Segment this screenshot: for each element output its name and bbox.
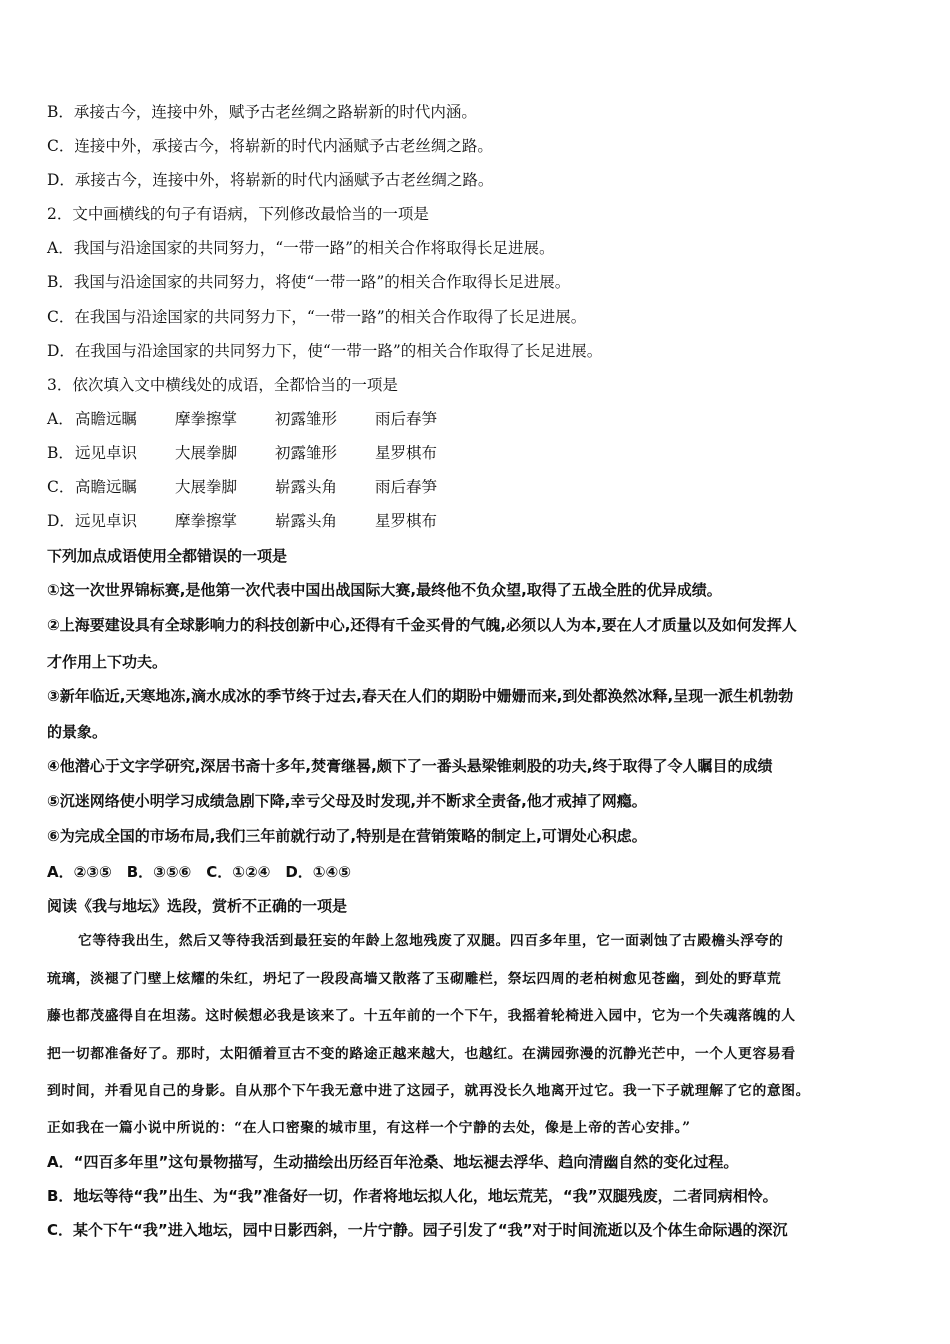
passage-line: 把一切都准备好了。那时，太阳循着亘古不变的路途正越来越大，也越红。在满园弥漫的沉静光芒中，一个人更容易看 bbox=[47, 1046, 796, 1062]
q2-option-a: A．我国与沿途国家的共同努力，“一带一路”的相关合作将取得长足进展。 bbox=[47, 239, 555, 257]
q4-sentence-2-cont: 才作用上下功夫。 bbox=[47, 653, 168, 671]
q5-option-b: B．地坛等待“我”出生、为“我”准备好一切，作者将地坛拟人化，地坛荒芜，“我”双腿残废，二者同病相怜。 bbox=[47, 1187, 778, 1205]
q4-sentence-1: ①这一次世界锦标赛,是他第一次代表中国出战国际大赛,最终他不负众望,取得了五战全胜的优异成绩。 bbox=[47, 581, 722, 599]
q3-option-a: A．高瞻远瞩 摩拳擦掌 初露雏形 雨后春笋 bbox=[47, 410, 438, 428]
q4-stem: 下列加点成语使用全都错误的一项是 bbox=[47, 547, 288, 565]
q5-option-a: A．“四百多年里”这句景物描写，生动描绘出历经百年沧桑、地坛褪去浮华、趋向清幽自然的变化过程。 bbox=[47, 1153, 739, 1171]
q2-option-c: C．在我国与沿途国家的共同努力下，“一带一路”的相关合作取得了长足进展。 bbox=[47, 308, 587, 326]
q2-option-d: D．在我国与沿途国家的共同努力下，使“一带一路”的相关合作取得了长足进展。 bbox=[47, 342, 603, 360]
q1-option-b: B．承接古今，连接中外，赋予古老丝绸之路崭新的时代内涵。 bbox=[47, 103, 477, 121]
passage-line: 它等待我出生，然后又等待我活到最狂妄的年龄上忽地残废了双腿。四百多年里，它一面剥蚀了古殿檐头浮夸的 bbox=[78, 933, 784, 949]
q4-sentence-6: ⑥为完成全国的市场布局,我们三年前就行动了,特别是在营销策略的制定上,可谓处心积虑。 bbox=[47, 827, 647, 845]
q4-options: A．②③⑤ B．③⑤⑥ C．①②④ D．①④⑤ bbox=[47, 863, 351, 881]
q2-option-b: B．我国与沿途国家的共同努力，将使“一带一路”的相关合作取得长足进展。 bbox=[47, 273, 571, 291]
q4-sentence-4: ④他潜心于文字学研究,深居书斋十多年,焚膏继晷,颇下了一番头悬梁锥刺股的功夫,终于取得了令人瞩目的成绩 bbox=[47, 757, 773, 775]
q3-option-d: D．远见卓识 摩拳擦掌 崭露头角 星罗棋布 bbox=[47, 512, 438, 530]
q4-sentence-2: ②上海要建设具有全球影响力的科技创新中心,还得有千金买骨的气魄,必须以人为本,要在人才质量以及如何发挥人 bbox=[47, 616, 797, 634]
q3-stem: 3．依次填入文中横线处的成语，全都恰当的一项是 bbox=[47, 376, 398, 394]
q1-option-c: C．连接中外，承接古今，将崭新的时代内涵赋予古老丝绸之路。 bbox=[47, 137, 493, 155]
passage-line: 琉璃，淡褪了门壁上炫耀的朱红，坍圮了一段段高墙又散落了玉砌雕栏，祭坛四周的老柏树愈见苍幽，到处的野草荒 bbox=[47, 971, 782, 987]
q1-option-d: D．承接古今，连接中外，将崭新的时代内涵赋予古老丝绸之路。 bbox=[47, 171, 494, 189]
passage-line: 正如我在一篇小说中所说的：“在人口密聚的城市里，有这样一个宁静的去处，像是上帝的苦心安排。” bbox=[47, 1120, 691, 1136]
passage-line: 藤也都茂盛得自在坦荡。这时候想必我是该来了。十五年前的一个下午，我摇着轮椅进入园中，它为一个失魂落魄的人 bbox=[47, 1008, 796, 1024]
q4-sentence-3: ③新年临近,天寒地冻,滴水成冰的季节终于过去,春天在人们的期盼中姗姗而来,到处都涣然冰释,呈现一派生机勃勃 bbox=[47, 687, 794, 705]
q5-option-c: C．某个下午“我”进入地坛，园中日影西斜，一片宁静。园子引发了“我”对于时间流逝以及个体生命际遇的深沉 bbox=[47, 1221, 788, 1239]
q5-stem: 阅读《我与地坛》选段，赏析不正确的一项是 bbox=[47, 897, 348, 915]
q3-option-c: C．高瞻远瞩 大展拳脚 崭露头角 雨后春笋 bbox=[47, 478, 438, 496]
q4-sentence-3-cont: 的景象。 bbox=[47, 723, 108, 741]
q4-sentence-5: ⑤沉迷网络使小明学习成绩急剧下降,幸亏父母及时发现,并不断求全责备,他才戒掉了网瘾。 bbox=[47, 792, 647, 810]
q3-option-b: B．远见卓识 大展拳脚 初露雏形 星罗棋布 bbox=[47, 444, 438, 462]
q2-stem: 2．文中画横线的句子有语病，下列修改最恰当的一项是 bbox=[47, 205, 429, 223]
passage-line: 到时间，并看见自己的身影。自从那个下午我无意中进了这园子，就再没长久地离开过它。我一下子就理解了它的意图。 bbox=[47, 1083, 811, 1099]
